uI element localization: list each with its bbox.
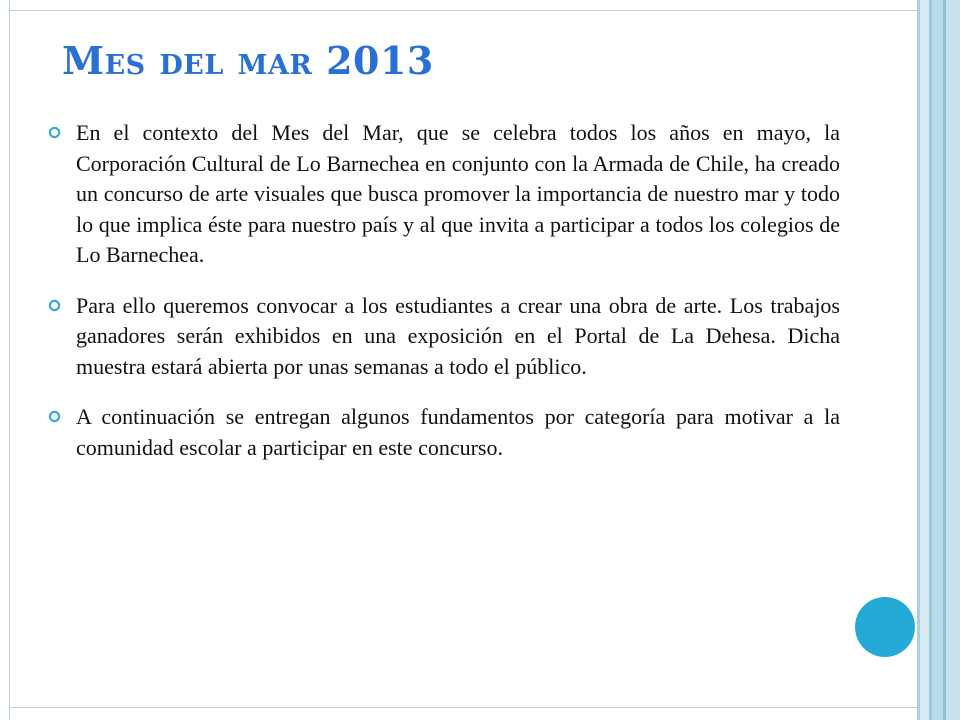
ring-bullet-icon xyxy=(48,126,61,139)
slide-title: Mes del mar 2013 xyxy=(62,38,434,83)
slide-frame-left-line xyxy=(9,0,10,720)
decorative-stripe xyxy=(946,0,960,720)
slide-frame-bottom-line xyxy=(9,707,917,708)
bullet-text: Para ello queremos convocar a los estudiantes a crear una obra de arte. Los trabajos ganadores serán exhibidos en una exposición en el Portal de La Dehesa. Dicha muestra estará abierta por unas semanas a todo el público. xyxy=(76,292,840,379)
decorative-circle xyxy=(855,597,915,657)
ring-bullet-icon xyxy=(48,410,61,423)
bullet-item xyxy=(48,402,840,463)
decorative-stripe xyxy=(920,0,929,720)
bullet-text: A continuación se entregan algunos fundamentos por categoría para motivar a la comunidad escolar a participar en este concurso. xyxy=(76,404,840,460)
bullet-text: En el contexto del Mes del Mar, que se celebra todos los años en mayo, la Corporación Cultural de Lo Barnechea en conjunto con la Armada de Chile, ha creado un concurso de arte visuales que busca promover la importancia de nuestro mar y todo lo que implica éste para nuestro país y al que invita a participar a todos los colegios de Lo Barnechea. xyxy=(76,120,840,267)
bullet-item xyxy=(48,118,840,271)
bullet-item xyxy=(48,291,840,383)
slide-frame-top-line xyxy=(9,10,917,11)
decorative-stripe xyxy=(932,0,943,720)
bullet-list xyxy=(48,118,840,483)
ring-bullet-icon xyxy=(48,299,61,312)
